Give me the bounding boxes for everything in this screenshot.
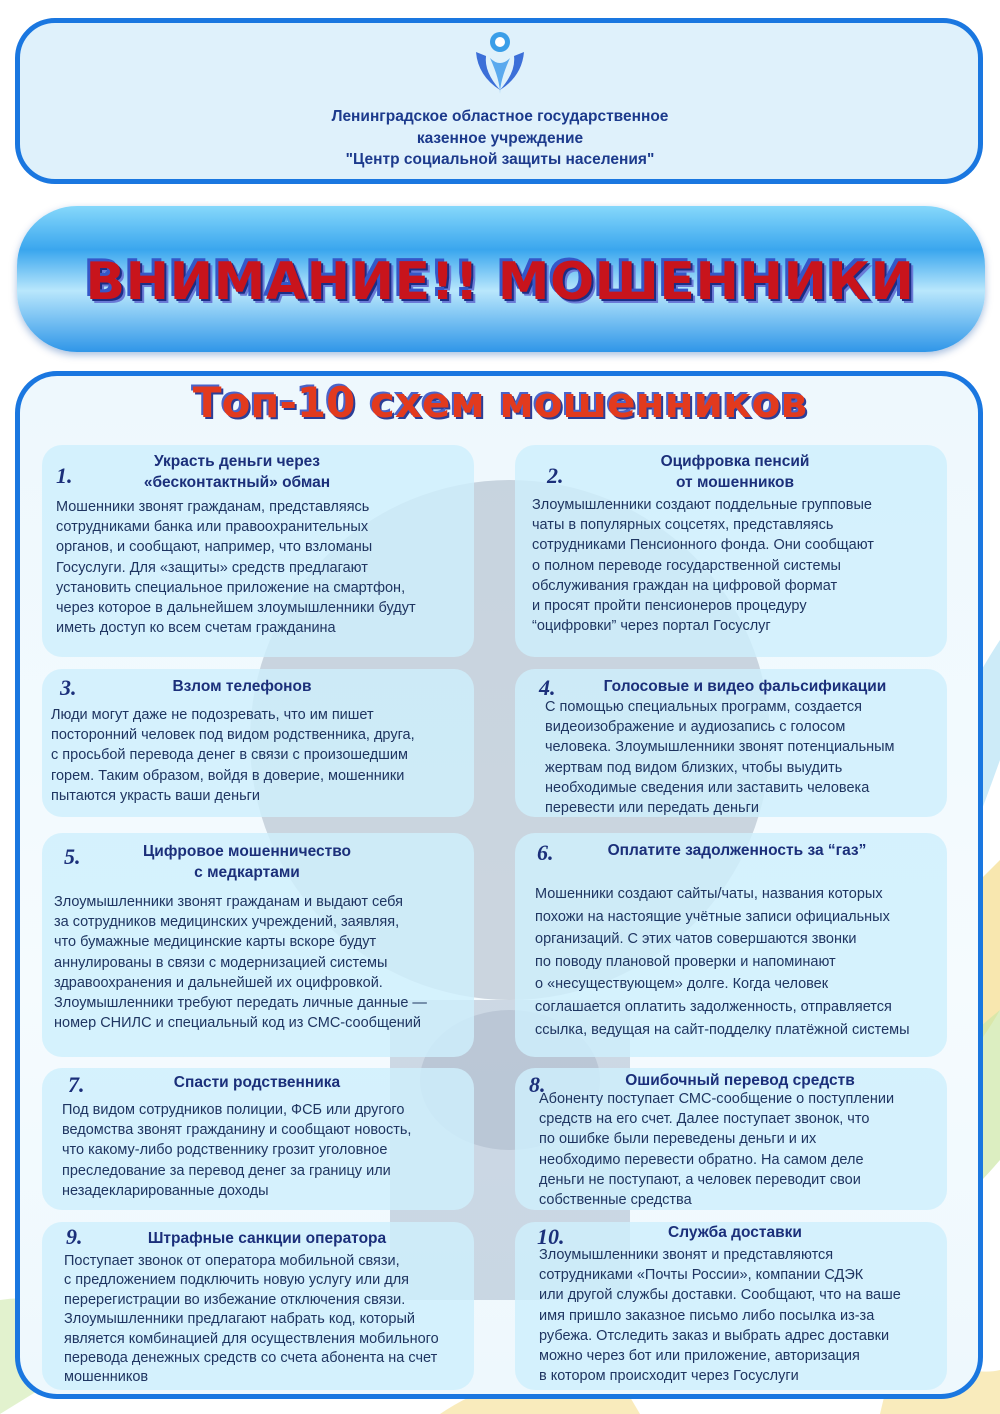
- card-body-line: в котором происходит через Госуслуги: [539, 1368, 799, 1385]
- card-body-line: с предложением подключить новую услугу или для: [64, 1272, 410, 1289]
- card-body-line: преследование за перевод денег за границу или: [62, 1162, 391, 1179]
- card-body-line: сотрудниками банка или правоохранительных: [56, 519, 369, 536]
- card-body-line: и просят пройти пенсионеров процедуру: [532, 598, 807, 615]
- card-body-line: здравоохранения и дальнейшей их оцифровкой.: [54, 974, 383, 991]
- scheme-card-6: [515, 833, 947, 1057]
- card-body-line: рубежа. Отследить заказ и выбрать адрес доставки: [539, 1327, 890, 1344]
- card-body-line: Злоумышленники звонят и представляются: [539, 1247, 834, 1263]
- card-number: 10.: [537, 1224, 565, 1249]
- card-body-line: сотрудниками «Почты России», компании СДЭК: [539, 1267, 864, 1284]
- card-body-line: иметь доступ ко всем счетам гражданина: [56, 620, 336, 637]
- card-body-line: горем. Таким образом, войдя в доверие, мошенники: [51, 767, 405, 784]
- card-body-line: необходимо перевести обратно. На самом деле: [539, 1151, 864, 1168]
- card-title-line: «бесконтактный» обман: [143, 474, 331, 491]
- card-body-line: номер СНИЛС и специальный код из СМС-сообщений: [54, 1015, 422, 1032]
- banner-title: ВНИМАНИЕ!! МОШЕННИКИ: [85, 252, 915, 312]
- card-title-line: с медкартами: [194, 864, 300, 881]
- card-title-line: Спасти родственника: [173, 1074, 341, 1091]
- org-name-line: Ленинградское областное государственное: [331, 108, 669, 125]
- card-number: 7.: [68, 1072, 85, 1097]
- card-body-line: что бумажные медицинские карты вскоре будут: [54, 934, 377, 951]
- card-body-line: Под видом сотрудников полиции, ФСБ или другого: [62, 1102, 405, 1118]
- card-body-line: пытаются украсть ваши деньги: [51, 787, 261, 804]
- card-title: [142, 1072, 372, 1093]
- card-title-line: Служба доставки: [668, 1224, 802, 1241]
- card-body-line: Мошенники создают сайты/чаты, названия которых: [535, 886, 883, 902]
- card-body-line: о полном переводе государственной системы: [532, 557, 841, 574]
- card-body-line: чаты в популярных соцсетях, представляясь: [532, 517, 834, 534]
- card-title-line: Оплатите задолженность за “газ”: [607, 842, 867, 859]
- card-body-line: является комбинацией для осуществления мобильного: [64, 1330, 439, 1347]
- scheme-card-4: [515, 669, 947, 817]
- card-body-line: что какому-либо родственнику грозит уголовное: [62, 1142, 388, 1159]
- card-body-line: Мошенники звонят гражданам, представляясь: [56, 499, 370, 515]
- card-body-line: перерегистрации во избежание отключения связи.: [64, 1291, 406, 1308]
- card-body: [539, 1089, 894, 1210]
- card-title-line: Украсть деньги через: [154, 453, 320, 470]
- card-body-line: незадекларированные доходы: [62, 1182, 269, 1199]
- card-body-line: аннулированы в связи с модернизацией системы: [54, 954, 388, 971]
- scheme-card-10: [515, 1222, 947, 1390]
- org-name-line: казенное учреждение: [416, 129, 584, 147]
- card-title-line: Оцифровка пенсий: [660, 453, 810, 470]
- card-title-line: Ошибочный перевод средств: [625, 1072, 855, 1089]
- card-title: [587, 840, 887, 861]
- card-body-line: Злоумышленники создают поддельные групповые: [532, 497, 872, 513]
- main-title: Топ-10 схем мошенников: [192, 378, 808, 427]
- card-body-line: Абоненту поступает СМС-сообщение о поступлении: [539, 1091, 895, 1107]
- card-body-line: собственные средства: [539, 1192, 692, 1209]
- card-body-line: имя пришло заказное письмо либо посылка из-за: [539, 1307, 875, 1324]
- card-title-line: Взлом телефонов: [172, 678, 312, 695]
- card-number: 2.: [547, 463, 564, 488]
- card-title: [122, 1228, 412, 1249]
- card-body-line: Люди могут даже не подозревать, что им пишет: [51, 707, 374, 723]
- card-body-line: организаций. С этих чатов совершаются звонки: [535, 931, 857, 948]
- card-body: [539, 1245, 901, 1386]
- card-body-line: жертвам под видом близких, чтобы выудить: [545, 759, 843, 776]
- card-body-line: видеоизображение и аудиозапись с голосом: [545, 719, 846, 736]
- card-body-line: Госуслуги. Для «защиты» средств предлагают: [56, 559, 368, 576]
- card-body-line: органов, и сообщают, например, что взломаны: [56, 539, 373, 556]
- card-body-line: мошенников: [64, 1369, 149, 1386]
- card-body-line: с просьбой перевода денег в связи с произошедшим: [51, 747, 408, 764]
- card-number: 4.: [539, 675, 556, 700]
- card-body-line: можно через бот или приложение, авторизация: [539, 1348, 860, 1365]
- card-body: [535, 883, 910, 1041]
- card-body-line: похожи на настоящие учётные записи официальных: [535, 908, 890, 925]
- card-title: [122, 451, 352, 493]
- card-body-line: обслуживания граждан на цифровой формат: [532, 577, 838, 594]
- scheme-card-9: [42, 1222, 474, 1390]
- card-number: 5.: [64, 844, 81, 869]
- card-title: [620, 451, 850, 493]
- card-body-line: С помощью специальных программ, создается: [545, 699, 862, 715]
- card-body-line: Злоумышленники требуют передать личные данные —: [54, 995, 427, 1012]
- scheme-card-3: [42, 669, 474, 817]
- card-body-line: перевода денежных средств со счета абонента на счет: [64, 1350, 438, 1367]
- card-title-line: Голосовые и видео фальсификации: [603, 678, 887, 695]
- card-body-line: по поводу плановой проверки и напоминают: [535, 953, 836, 970]
- scheme-card-8: [515, 1068, 947, 1210]
- card-number: 6.: [537, 840, 554, 865]
- card-title: [600, 1070, 880, 1091]
- card-title: [625, 1222, 845, 1243]
- card-body-line: средств на его счет. Далее поступает звонок, что: [539, 1111, 870, 1128]
- card-title-line: от мошенников: [675, 474, 795, 491]
- scheme-card-5: [42, 833, 474, 1057]
- scheme-card-7: [42, 1068, 474, 1210]
- card-body-line: человека. Злоумышленники звонят потенциальным: [545, 739, 895, 756]
- card-body-line: ведомства звонят гражданину и сообщают новость,: [62, 1122, 412, 1139]
- card-body-line: по ошибке были переведены деньги и их: [539, 1131, 817, 1148]
- card-body: [62, 1100, 411, 1201]
- card-title: [132, 676, 352, 697]
- card-body-line: “оцифровки” через портал Госуслуг: [532, 618, 771, 635]
- card-body-line: о «несуществующем» долге. Когда человек: [535, 976, 829, 993]
- card-body-line: посторонний человек под видом родственника, друга,: [51, 727, 415, 744]
- card-number: 9.: [66, 1224, 83, 1249]
- card-title-line: Цифровое мошенничество: [142, 843, 351, 860]
- card-body: [56, 497, 416, 638]
- card-body: [54, 892, 427, 1033]
- card-body-line: необходимые сведения или заставить человека: [545, 779, 870, 796]
- card-body-line: за сотрудников медицинских учреждений, заявляя,: [54, 914, 400, 931]
- scheme-card-2: [515, 445, 947, 657]
- card-body: [64, 1252, 439, 1388]
- card-body-line: соглашается оплатить задолженность, отправляется: [535, 998, 892, 1015]
- card-number: 3.: [60, 675, 77, 700]
- card-body-line: или другой службы доставки. Сообщают, что на ваше: [539, 1287, 901, 1304]
- scheme-card-1: [42, 445, 474, 657]
- card-body-line: через которое в дальнейшем злоумышленники будут: [56, 600, 416, 617]
- card-number: 1.: [56, 463, 73, 488]
- card-number: 8.: [529, 1072, 546, 1097]
- card-body-line: Поступает звонок от оператора мобильной связи,: [64, 1253, 400, 1269]
- card-body: [51, 705, 415, 806]
- card-body-line: перевести или передать деньги: [545, 800, 759, 817]
- org-name-line: "Центр социальной защиты населения": [345, 151, 655, 168]
- card-body-line: Злоумышленники звонят гражданам и выдают себя: [54, 894, 403, 910]
- social-protection-logo-icon: [470, 28, 530, 96]
- organization-name: [200, 106, 800, 171]
- card-title: [132, 841, 362, 883]
- card-body-line: деньги не поступают, а человек переводит свои: [539, 1171, 861, 1188]
- card-body-line: сотрудниками Пенсионного фонда. Они сообщают: [532, 537, 874, 554]
- card-body-line: установить специальное приложение на смартфон,: [56, 579, 406, 596]
- card-title: [585, 676, 905, 697]
- card-body: [545, 697, 895, 818]
- card-body-line: ссылка, ведущая на сайт-подделку платёжной системы: [535, 1021, 910, 1038]
- card-body-line: Злоумышленники предлагают набрать код, который: [64, 1311, 415, 1328]
- card-body: [532, 495, 874, 636]
- card-title-line: Штрафные санкции оператора: [147, 1230, 387, 1247]
